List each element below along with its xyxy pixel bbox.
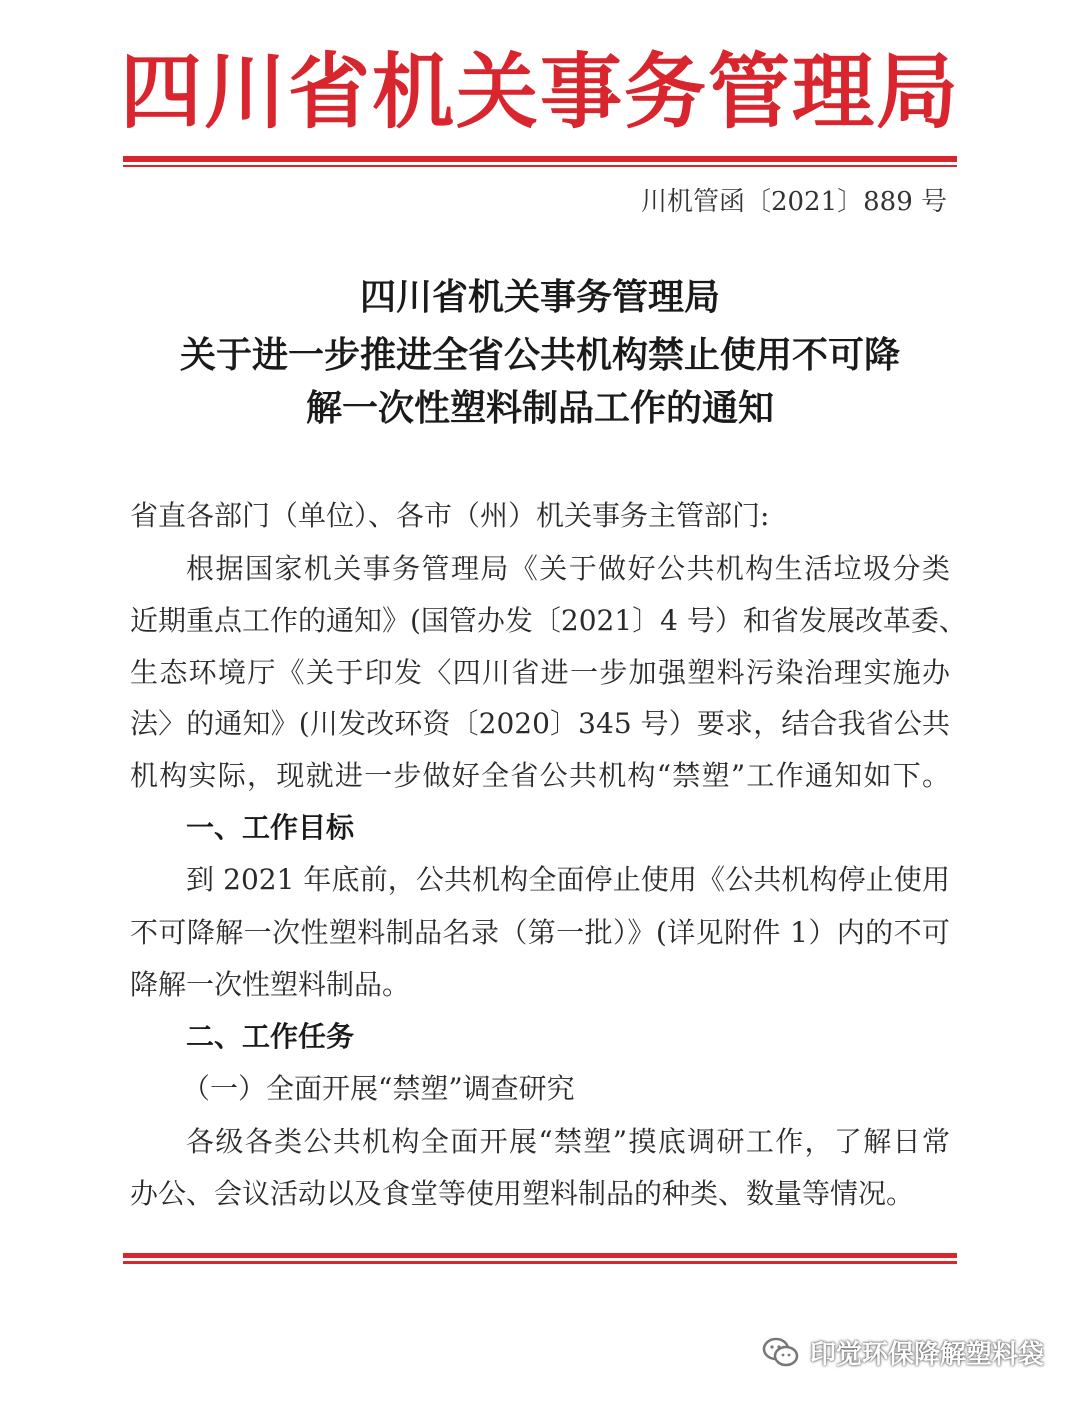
notice-title-line-3: 解一次性塑料制品工作的通知: [305, 388, 774, 429]
paragraph-1-line-5: 机构实际，现就进一步做好全省公共机构“禁塑”工作通知如下。: [130, 759, 950, 792]
subsection-1-heading: （一）全面开展“禁塑”调查研究: [182, 1072, 575, 1105]
section-2-heading: 二、工作任务: [186, 1020, 355, 1053]
watermark-text: 印觉环保降解塑料袋: [809, 1339, 1044, 1370]
footer-rule-thin: [123, 1261, 957, 1264]
paragraph-3-line-2: 办公、会议活动以及食堂等使用塑料制品的种类、数量等情况。: [130, 1177, 915, 1210]
watermark: [762, 1330, 1044, 1374]
notice-title-line-2: 关于进一步推进全省公共机构禁止使用不可降: [179, 335, 900, 376]
paragraph-1-line-4: 法〉的通知》(川发改环资〔2020〕345 号）要求，结合我省公共: [130, 707, 950, 740]
footer-rule-thick: [123, 1253, 957, 1258]
letterhead-rule-thin: [123, 165, 957, 167]
document-number: 川机管函〔2021〕889 号: [640, 187, 947, 217]
paragraph-2-line-2: 不可降解一次性塑料制品名录（第一批）》(详见附件 1）内的不可: [130, 916, 950, 949]
notice-title-line-1: 四川省机关事务管理局: [359, 277, 720, 318]
paragraph-1-line-1: 根据国家机关事务管理局《关于做好公共机构生活垃圾分类: [186, 552, 950, 585]
paragraph-2-line-3: 降解一次性塑料制品。: [130, 968, 411, 1001]
paragraph-2-line-1: 到 2021 年底前，公共机构全面停止使用《公共机构停止使用: [186, 863, 950, 896]
agency-letterhead-title: 四川省机关事务管理局: [119, 45, 960, 140]
paragraph-1-line-2: 近期重点工作的通知》(国管办发〔2021〕4 号）和省发展改革委、: [130, 604, 967, 637]
paragraph-3-line-1: 各级各类公共机构全面开展“禁塑”摸底调研工作，了解日常: [186, 1125, 950, 1158]
salutation: 省直各部门（单位）、各市（州）机关事务主管部门:: [130, 499, 770, 532]
wechat-icon: [762, 1336, 800, 1368]
letterhead-rule-thick: [123, 156, 957, 162]
section-1-heading: 一、工作目标: [186, 811, 355, 844]
paragraph-1-line-3: 生态环境厅《关于印发〈四川省进一步加强塑料污染治理实施办: [130, 656, 950, 689]
